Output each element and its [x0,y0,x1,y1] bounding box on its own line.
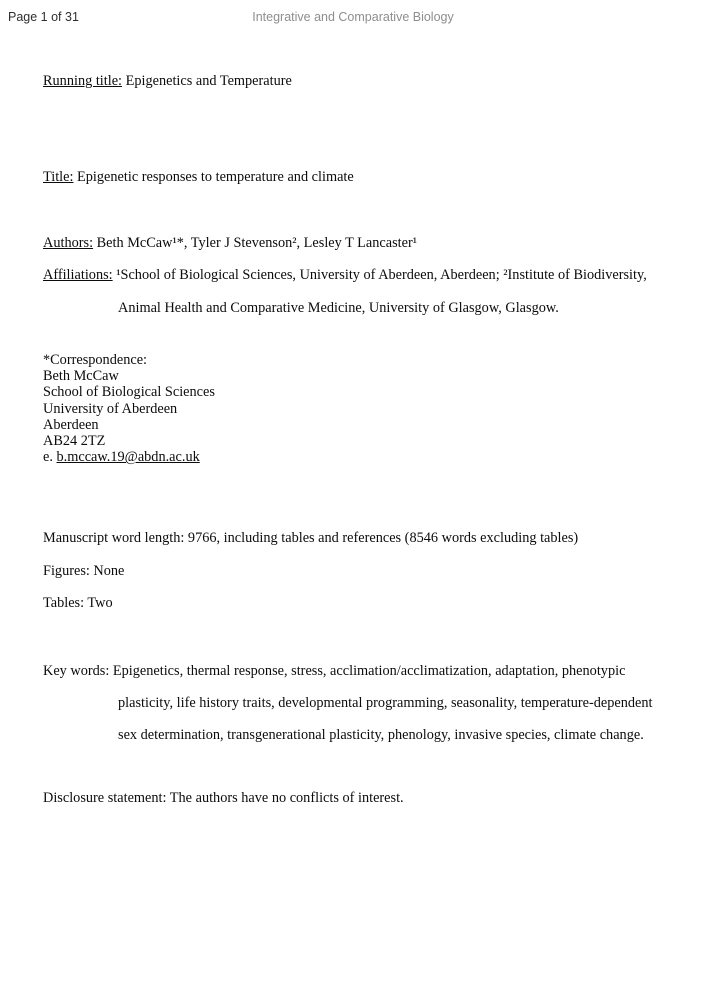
keywords-line-1: Key words: Epigenetics, thermal response, stress, acclimation/acclimatization, adaptation, phenotypic [43,663,626,680]
correspondence-heading: *Correspondence: [43,352,148,368]
disclosure-line: Disclosure statement: The authors have no conflicts of interest. [43,790,404,807]
title-label: Title: [43,169,74,186]
correspondence-school: School of Biological Sciences [43,384,215,401]
authors-line [43,235,417,252]
affiliations-label: Affiliations: [43,267,113,284]
correspondence-postcode: AB24 2TZ [43,433,106,450]
running-title-line [43,73,292,90]
keywords-line-2: plasticity, life history traits, developmental programming, seasonality, temperature-dependent [118,695,653,712]
authors-value: Beth McCaw¹*, Tyler J Stevenson², Lesley T Lancaster¹ [96,235,417,252]
word-length-line: Manuscript word length: 9766, including tables and references (8546 words excluding tables) [43,530,579,547]
journal-title: Integrative and Comparative Biology [252,10,454,24]
correspondence-university: University of Aberdeen [43,400,178,417]
correspondence-block [43,352,215,465]
running-title-label: Running title: [43,73,123,90]
correspondence-name: Beth McCaw [43,368,119,385]
keywords-line-3: sex determination, transgenerational plasticity, phenology, invasive species, climate change. [118,727,644,744]
title-value: Epigenetic responses to temperature and climate [77,169,354,186]
affiliations-value-1: ¹School of Biological Sciences, University of Aberdeen, Aberdeen; ²Institute of Biodiversity, [116,267,647,284]
running-title-value: Epigenetics and Temperature [125,73,292,90]
page-header [0,10,706,28]
email-prefix: e. [43,449,57,466]
correspondence-city: Aberdeen [43,416,99,433]
figures-line: Figures: None [43,563,125,580]
affiliations-line-1 [43,267,647,284]
email-link[interactable]: b.mccaw.19@abdn.ac.uk [56,449,200,466]
affiliations-value-2: Animal Health and Comparative Medicine, University of Glasgow, Glasgow. [118,300,559,317]
affiliations-line-2 [118,300,559,317]
title-line [43,169,354,186]
tables-line: Tables: Two [43,595,113,612]
correspondence-email-line [43,449,215,465]
authors-label: Authors: [43,235,94,252]
page-number: Page 1 of 31 [8,10,79,24]
